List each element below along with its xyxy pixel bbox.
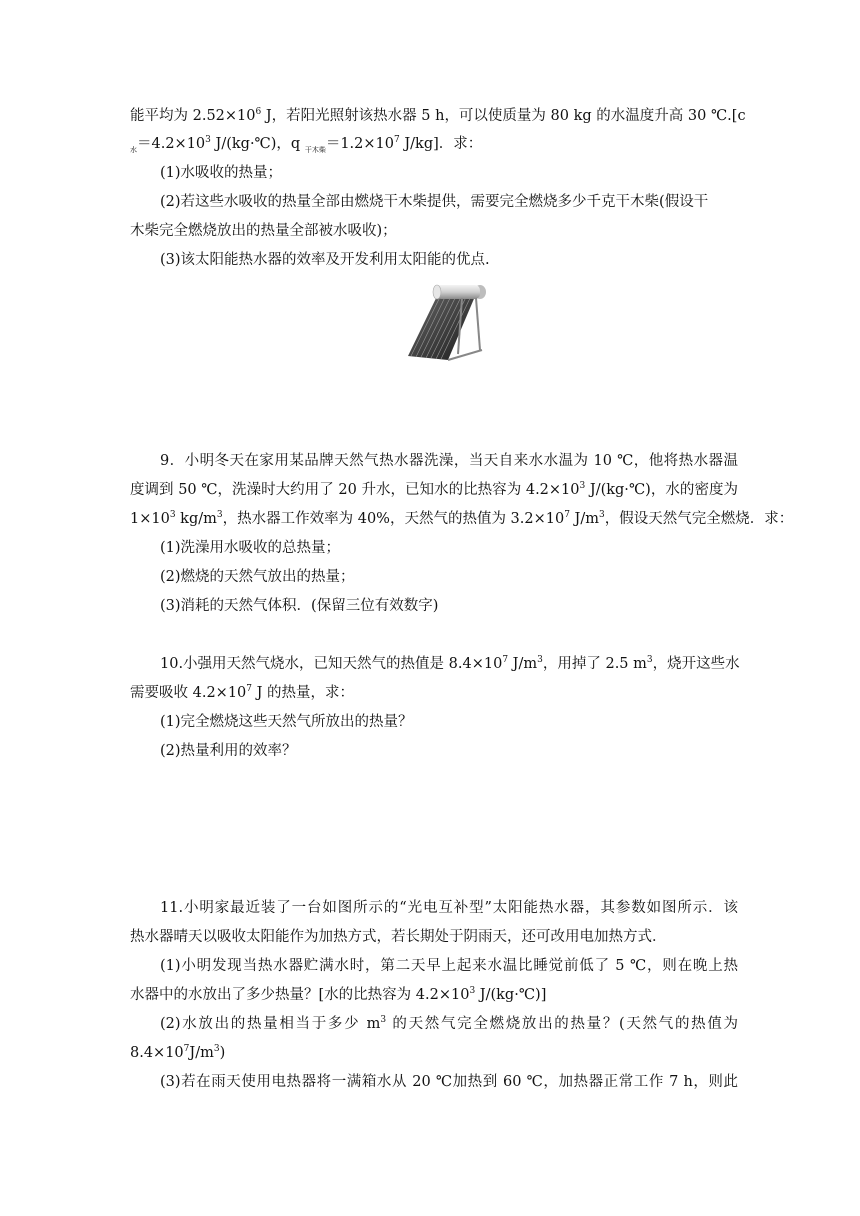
q10-part-1: (1)完全燃烧这些天然气所放出的热量？ xyxy=(160,714,413,730)
q9-part-2: (2)燃烧的天然气放出的热量； xyxy=(160,569,355,585)
q9-line-3: $1\times 10^3$ $kg/m^3$，热水器工作效率为 40%，天然气的热值为 $3.2\times 10^7$ $J/m^3$，假设天然气完全燃烧．求： xyxy=(130,510,794,527)
q11-line-1: 11.小明家最近装了一台如图所示的“光电互补型”太阳能热水器，其参数如图所示．该 xyxy=(160,900,738,916)
q11-part-2-line-2: $8.4\times 10^7J/m^3$) xyxy=(130,1044,226,1061)
q11-part-1-line-1: (1)小明发现当热水器贮满水时，第二天早上起来水温比睡觉前低了 5 ℃，则在晚上热 xyxy=(160,958,738,974)
q8-line-2: $_水=4.2\times 10^3$ J/(kg·℃)，q $_{干木柴}=1.2\times 10^7$ J/kg]．求： xyxy=(130,135,483,154)
q8-part-3: (3)该太阳能热水器的效率及开发利用太阳能的优点. xyxy=(160,252,490,268)
q11-part-2-line-1: (2)水放出的热量相当于多少 $m^3$ 的天然气完全燃烧放出的热量？(天然气的热值为 xyxy=(160,1015,739,1032)
q8-part-1: (1)水吸收的热量； xyxy=(160,165,283,181)
q8-line-1: 能平均为 $2.52\times 10^6$ J，若阳光照射该热水器 5 h，可以使质量为 80 kg 的水温度升高 30 ℃.[c xyxy=(130,107,746,124)
q9-part-3: (3)消耗的天然气体积．(保留三位有效数字) xyxy=(160,598,439,614)
q10-line-1: 10.小强用天然气烧水，已知天然气的热值是 $8.4\times 10^7$ $J/m^3$，用掉了 2.5 $m^3$，烧开这些水 xyxy=(160,655,740,672)
q9-part-1: (1)洗澡用水吸收的总热量； xyxy=(160,540,341,556)
q10-part-2: (2)热量利用的效率？ xyxy=(160,743,297,759)
solar-water-heater-image xyxy=(398,280,488,362)
q8-part-2-line-2: 木柴完全燃烧放出的热量全部被水吸收)； xyxy=(130,223,397,239)
q9-line-2: 度调到 50 ℃，洗澡时大约用了 20 升水，已知水的比热容为 $4.2\times 10^3$ J/(kg·℃)，水的密度为 xyxy=(130,481,738,498)
q11-part-1-line-2: 水器中的水放出了多少热量？[水的比热容为 $4.2\times 10^3$ J/(kg·℃)] xyxy=(130,986,547,1003)
q9-line-1: 9．小明冬天在家用某品牌天然气热水器洗澡，当天自来水水温为 10 ℃，他将热水器温 xyxy=(160,453,738,469)
q8-part-2-line-1: (2)若这些水吸收的热量全部由燃烧干木柴提供，需要完全燃烧多少千克干木柴(假设干 xyxy=(160,194,709,210)
q10-line-2: 需要吸收 $4.2\times 10^7$ J 的热量，求： xyxy=(130,684,355,701)
q11-line-2: 热水器晴天以吸收太阳能作为加热方式，若长期处于阴雨天，还可改用电加热方式． xyxy=(130,929,667,945)
q11-part-3: (3)若在雨天使用电热器将一满箱水从 20 ℃加热到 60 ℃，加热器正常工作 7 h，则此 xyxy=(160,1074,738,1090)
